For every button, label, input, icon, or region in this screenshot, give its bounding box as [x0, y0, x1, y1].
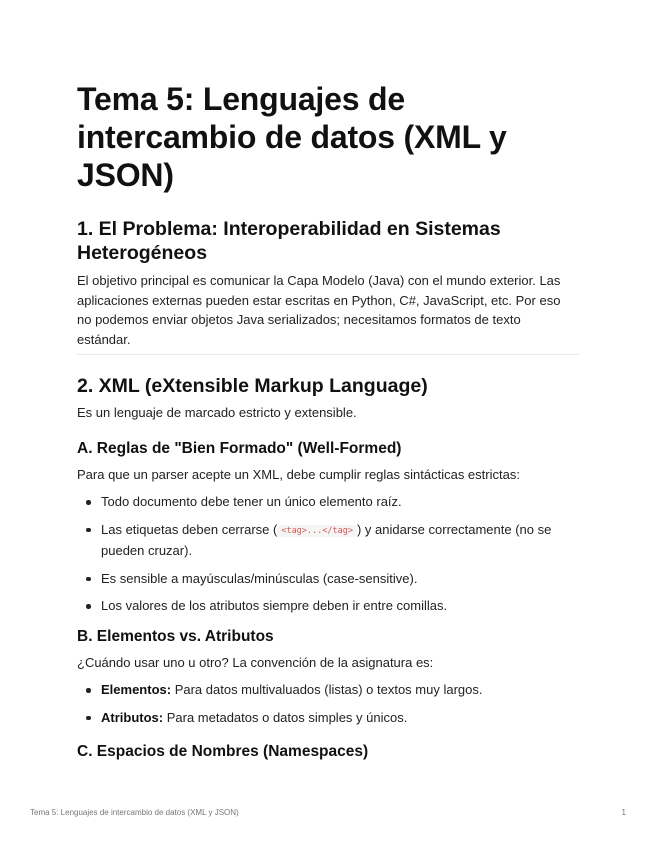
list-item: Todo documento debe tener un único elemento raíz. — [77, 492, 557, 512]
section-1-body: El objetivo principal es comunicar la Capa Modelo (Java) con el mundo exterior. Las aplicaciones externas pueden estar escritas en Python, C#, JavaScript, etc. Por eso no podemos enviar objetos Java serializados; necesitamos formatos de texto estándar. — [77, 273, 561, 347]
list-item: Atributos: Para metadatos o datos simples y únicos. — [77, 708, 557, 728]
section-2-intro: Es un lenguaje de marcado estricto y extensible. — [77, 405, 357, 420]
elements-vs-attributes-list — [77, 680, 557, 727]
footer-page-number: 1 — [621, 808, 626, 817]
bullet-icon — [86, 528, 91, 533]
inline-code: <tag>...</tag> — [277, 525, 357, 537]
list-item: Es sensible a mayúsculas/minúsculas (case-sensitive). — [77, 569, 557, 589]
subsection-b-heading: B. Elementos vs. Atributos — [77, 628, 274, 645]
bullet-icon — [86, 604, 91, 609]
list-item: Elementos: Para datos multivaluados (listas) o textos muy largos. — [77, 680, 557, 700]
bullet-icon — [86, 500, 91, 505]
bullet-icon — [86, 577, 91, 582]
footer-document-title: Tema 5: Lenguajes de intercambio de datos (XML y JSON) — [30, 808, 239, 817]
subsection-b-intro: ¿Cuándo usar uno u otro? La convención de la asignatura es: — [77, 655, 434, 670]
subsection-a-intro: Para que un parser acepte un XML, debe cumplir reglas sintácticas estrictas: — [77, 467, 520, 482]
section-1-heading: 1. El Problema: Interoperabilidad en Sistemas Heterogéneos — [77, 218, 501, 264]
subsection-c-heading: C. Espacios de Nombres (Namespaces) — [77, 743, 369, 760]
subsection-a-heading: A. Reglas de "Bien Formado" (Well-Formed) — [77, 440, 402, 457]
section-2-heading: 2. XML (eXtensible Markup Language) — [77, 375, 428, 397]
section-divider — [77, 354, 579, 355]
bullet-icon — [86, 716, 91, 721]
well-formed-rules-list — [77, 492, 557, 616]
page-title: Tema 5: Lenguajes de intercambio de datos (XML y JSON) — [77, 81, 507, 193]
list-item: Las etiquetas deben cerrarse ( <tag>...</tag> ) y anidarse correctamente (no se pueden cruzar). — [77, 520, 557, 561]
list-item: Los valores de los atributos siempre deben ir entre comillas. — [77, 596, 557, 616]
bullet-icon — [86, 688, 91, 693]
